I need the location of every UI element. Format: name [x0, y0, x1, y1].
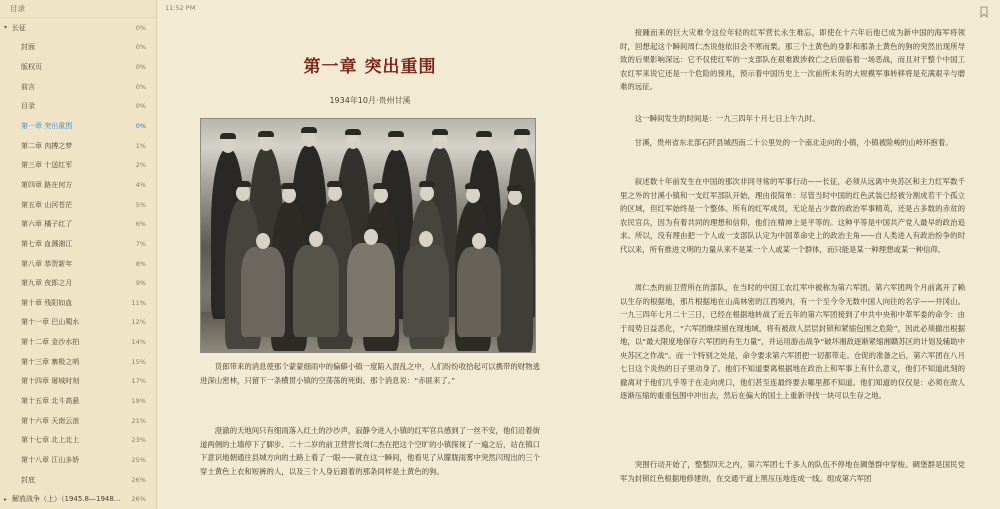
- toc-item[interactable]: [0, 391, 156, 411]
- right-page: [620, 18, 965, 509]
- toc-item[interactable]: [0, 136, 156, 156]
- toc-item-label: 第十章 残阳如血: [21, 298, 73, 307]
- toc-item[interactable]: [0, 155, 156, 175]
- toc-item[interactable]: [0, 195, 156, 215]
- toc-item[interactable]: [0, 77, 156, 97]
- toc-item[interactable]: [0, 116, 156, 136]
- paragraph: 周仁杰的前卫营所在的部队，在当时的中国工农红军中被称为第六军团。第六军团两个月前离开了赖以生存的根据地，那片根据地在山高林密的江西境内，有一个至今令无数中国人向往的名字——井冈山。一九三四年七月二十三日，已经在根据地转战了近五年的第六军团接到了中共中央和中革军委的命令：由于局势日益恶化，“六军团继续留在现地域，将有被敌人层层封锁和紧缩包围之危险”，因此必须撤出根据地，以“最大限度地保存六军团的有生力量”，并运用游击战争“破坏湘敌逐渐紧缩湘赣苏区的计划及辅助中央苏区之作战”。而一个特别之处是，命令要求第六军团把一切都带走。仓促的准备之后，第六军团在八月七日这个炎热的日子里动身了。他们不知道要离根据地在政治上和军事上有什么意义，他们不知道此刻的撤离对于他们几乎等于在走向虎口，他们甚至连最终要去哪里都不知道。他们知道的仅仅是：必须在敌人逐渐压缩的重重包围中冲出去，然后在偏大的国土上重新寻找一块可以生存之地。: [620, 283, 965, 400]
- toc-item-label: 封面: [21, 43, 35, 52]
- toc-item-label: 第三章 十送红军: [21, 161, 73, 170]
- toc-item-progress: 21%: [131, 416, 146, 425]
- toc-item[interactable]: [0, 293, 156, 313]
- toc-item[interactable]: [0, 489, 156, 509]
- toc-item-label: 第十四章 屠城时刻: [21, 377, 80, 386]
- toc-item-progress: 17%: [131, 377, 146, 386]
- toc-item[interactable]: [0, 450, 156, 470]
- clock: 11:52 PM: [165, 4, 196, 12]
- toc-item[interactable]: [0, 470, 156, 490]
- toc-item-label: 第十六章 天南云浪: [21, 416, 80, 425]
- chevron-right-icon[interactable]: ▸: [4, 495, 8, 503]
- toc-item-progress: 0%: [135, 63, 146, 72]
- toc-item[interactable]: [0, 332, 156, 352]
- toc-sidebar: [0, 0, 157, 509]
- toc-item[interactable]: [0, 18, 156, 38]
- toc-item[interactable]: [0, 57, 156, 77]
- toc-item-progress: 6%: [135, 220, 146, 229]
- paragraph: 货郎带来的消息使那个蒙蒙细雨中的偏僻小镇一度陷入混乱之中，人们纷纷收拾起可以携带的财物逃进深山密林，只留下一条横贯小镇的空荡荡的死街。那个消息说：“赤匪来了。”: [200, 362, 540, 385]
- toc-item-progress: 8%: [135, 259, 146, 268]
- chapter-subtitle: 1934年10月·贵州甘溪: [329, 96, 411, 105]
- toc-item-label: 第八章 恭贺新年: [21, 259, 73, 268]
- chevron-down-icon[interactable]: ▾: [4, 24, 8, 32]
- chapter-title: 第一章 突出重围: [303, 57, 437, 77]
- toc-item-progress: 7%: [135, 239, 146, 248]
- toc-item-progress: 4%: [135, 180, 146, 189]
- toc-item-label: 长征: [12, 23, 26, 32]
- toc-item-label: 版权页: [21, 63, 42, 72]
- toc-item[interactable]: [0, 411, 156, 431]
- toc-item-progress: 0%: [135, 102, 146, 111]
- toc-item-progress: 2%: [135, 161, 146, 170]
- toc-item[interactable]: [0, 254, 156, 274]
- paragraph: 叙述数十年前发生在中国的那次非同寻常的军事行动——长征，必须从远离中央苏区和主力红军数千里之外的甘溪小镇和一支红军部队开始，理由很简单：尽管当时中国的红色武装已经被分割成若干个孤立的区域，但红军始终是一个整体。所有的红军成员，无论是占少数的政治军事精英，还是占多数的赤贫的农民官兵，因为有着共同的理想和信仰，他们在精神上是平等的。这种平等是中国共产党人最早的政治追求。所以，没有理由把一个人或一支部队认定为中国革命史上的政治主角——自人类进入有政治纷争的时代以来，所有推进文明的力量从来不是某一个人或某一个群体，而只能是某一种理想或某一种信仰。: [620, 177, 965, 254]
- toc-item-label: 目录: [21, 102, 35, 111]
- toc-item-progress: 15%: [131, 357, 146, 366]
- toc-item-label: 第十二章 金沙水拍: [21, 338, 80, 347]
- toc-item-label: 第七章 血溅湘江: [21, 239, 73, 248]
- toc-item-progress: 25%: [131, 455, 146, 464]
- toc-item-label: 第十一章 巴山蜀水: [21, 318, 80, 327]
- toc-item-label: 前言: [21, 82, 35, 91]
- toc-item[interactable]: [0, 38, 156, 58]
- toc-item-label: 第十三章 寨极之哨: [21, 357, 80, 366]
- toc-item-progress: 0%: [135, 122, 146, 131]
- historical-group-photo: [200, 118, 536, 353]
- toc-list: [0, 18, 156, 509]
- toc-item[interactable]: [0, 234, 156, 254]
- paragraph: 突围行动开始了，整整四天之内，第六军团七千多人的队伍不停地在碉堡群中穿梭。碉堡群是国民党军为封锁红色根据地修建的，在交通干道上黑压压地连成一线。组成第六军团: [620, 460, 965, 483]
- toc-header: 目录: [0, 0, 156, 18]
- toc-item-label: 第十八章 江山多娇: [21, 455, 80, 464]
- toc-item-progress: 26%: [131, 475, 146, 484]
- left-page: [170, 18, 570, 509]
- toc-item-progress: 0%: [135, 43, 146, 52]
- bookmark-icon[interactable]: [978, 3, 990, 15]
- toc-item[interactable]: [0, 372, 156, 392]
- toc-item-progress: 0%: [135, 82, 146, 91]
- toc-item-label: 封底: [21, 475, 35, 484]
- toc-item[interactable]: [0, 313, 156, 333]
- toc-item-label: 第二章 肉搏之梦: [21, 141, 73, 150]
- toc-item-progress: 0%: [135, 23, 146, 32]
- toc-item[interactable]: [0, 175, 156, 195]
- toc-item-label: 解放战争（上）（1945.8—1948...: [12, 495, 121, 504]
- toc-item-label: 第十五章 北斗高悬: [21, 396, 80, 405]
- toc-item-progress: 12%: [131, 318, 146, 327]
- top-status-bar: [157, 0, 1000, 18]
- paragraph: 接踵而来的巨大灾难令这位年轻的红军营长永生难忘，即使在十六年后他已成为新中国的海军将领时，回想起这个瞬间周仁杰说他依旧会不寒而栗。那三个土黄色的身影和那条土黄色的狗的突然出现所导致的后果影响深远：它不仅使红军的一支部队在艰难跋涉救亡之后面临着一场恶战，而且对于整个中国工农红军来说它还是一个危险的预兆，预示着中国历史上一次前所未有的大规模军事转移将是充满艰辛与磨难的远征。: [620, 28, 965, 91]
- toc-item-label: 第四章 路在何方: [21, 180, 73, 189]
- toc-item-progress: 26%: [131, 495, 146, 504]
- toc-item-label: 第十七章 北上北上: [21, 436, 80, 445]
- toc-item-progress: 5%: [135, 200, 146, 209]
- toc-item-progress: 14%: [131, 338, 146, 347]
- toc-item[interactable]: [0, 97, 156, 117]
- toc-item-progress: 9%: [135, 279, 146, 288]
- toc-item-progress: 1%: [135, 141, 146, 150]
- paragraph: 甘溪，贵州省东北部石阡县城西南二十公里处的一个南北走向的小镇，小镇被险峻的山岭环抱着。: [634, 138, 953, 147]
- paragraph: 这一瞬间发生的时间是：一九三四年十月七日上午九时。: [634, 114, 820, 123]
- toc-item-label: 第五章 山河苍茫: [21, 200, 73, 209]
- toc-item-progress: 19%: [131, 396, 146, 405]
- toc-item-label: 第一章 突出重围: [21, 122, 73, 131]
- paragraph: 澄澈的天地间只有细雨落入红土的沙沙声，寂静令进入小镇的红军官兵感到了一丝不安，他们沿着街道两侧的土墙停下了脚步。二十二岁的前卫营营长周仁杰在把这个空旷的小镇探视了一遍之后，站在镇口下意识地朝通往县城方向的土路上看了一眼——就在这一瞬间，他看见了从朦胧雨雾中突然闪现出的三个穿土黄色上衣和短裤的人，以及三个人身后跟着的那条同样是土黄色的狗。: [200, 426, 540, 476]
- toc-item-progress: 23%: [131, 436, 146, 445]
- toc-item-progress: 11%: [131, 298, 146, 307]
- toc-item-label: 第六章 橘子红了: [21, 220, 73, 229]
- toc-item-label: 第九章 夜郎之月: [21, 279, 73, 288]
- toc-item[interactable]: [0, 430, 156, 450]
- toc-item[interactable]: [0, 352, 156, 372]
- toc-item[interactable]: [0, 214, 156, 234]
- toc-item[interactable]: [0, 273, 156, 293]
